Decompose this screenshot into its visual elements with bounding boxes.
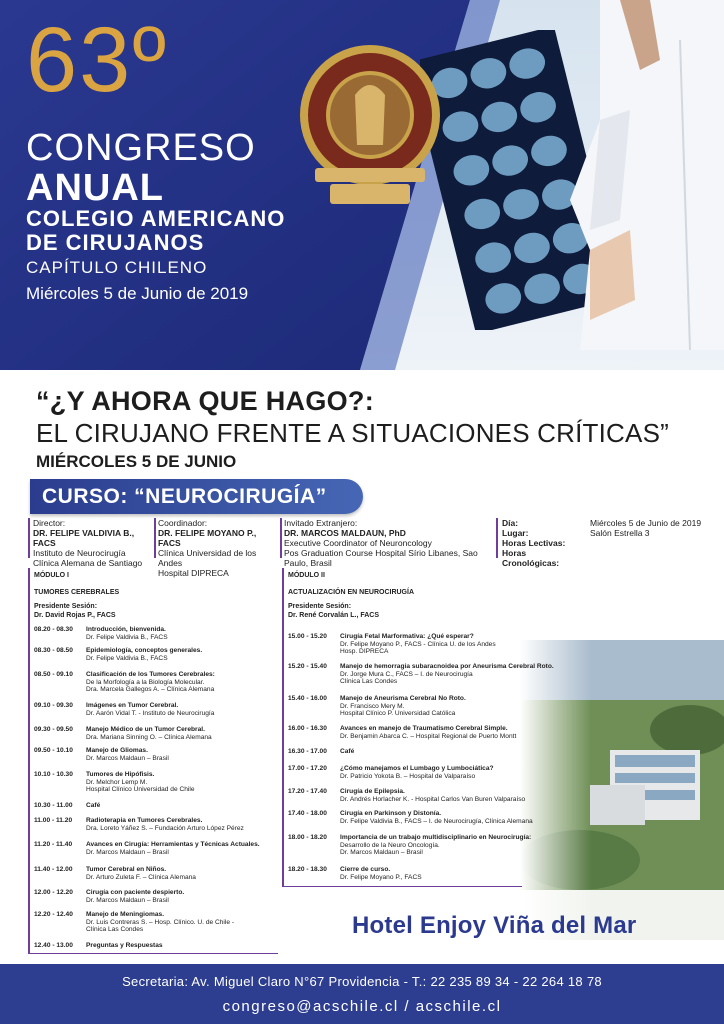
info-divider	[28, 518, 30, 558]
schedule-title: Avances en Cirugía: Herramientas y Técnicas Actuales.	[86, 841, 260, 848]
schedule-title: Manejo de hemorragia subaracnoidea por Aneurisma Cerebral Roto.	[340, 663, 554, 670]
schedule-content	[86, 911, 311, 934]
director-role: Director:	[33, 518, 66, 528]
director-name: DR. FELIPE VALDIVIA B., FACS	[33, 528, 135, 548]
schedule-detail: Dr. Marcos Maldaun – Brasil	[86, 848, 169, 856]
meta-labels	[502, 518, 582, 568]
schedule-content	[340, 834, 565, 857]
director-block	[33, 518, 153, 568]
header-date: Miércoles 5 de Junio de 2019	[26, 284, 249, 303]
congress-number: 63º	[26, 9, 168, 111]
guest-name: DR. MARCOS MALDAUN, PhD	[284, 528, 406, 538]
schedule-title: Manejo Médico de un Tumor Cerebral.	[86, 726, 205, 733]
schedule-title: Clasificación de los Tumores Cerebrales:	[86, 671, 215, 678]
director-inst2: Clínica Alemana de Santiago	[33, 558, 143, 568]
footer-contact[interactable]: congreso@acschile.cl / acschile.cl	[222, 998, 502, 1015]
coordinator-block	[158, 518, 278, 578]
schedule-time: 16.30 - 17.00	[288, 748, 327, 755]
guest-inst1: Executive Coordinator of Neuroncology	[284, 538, 432, 548]
info-divider	[280, 518, 282, 558]
coordinator-role: Coordinador:	[158, 518, 208, 528]
schedule-time: 12.20 - 12.40	[34, 911, 73, 918]
schedule-detail: Dr. Felipe Moyano P., FACS	[340, 873, 422, 881]
schedule-title: Epidemiología, conceptos generales.	[86, 647, 203, 654]
schedule-detail: Dr. Felipe Moyano P., FACS - Clínica U. de los Andes	[340, 640, 496, 648]
schedule-content	[86, 771, 311, 794]
module2-rule	[282, 568, 284, 886]
acs-seal-icon	[295, 40, 445, 210]
event-title-line2: EL CIRUJANO FRENTE A SITUACIONES CRÍTICAS”	[36, 418, 669, 448]
schedule-title: ¿Cómo manejamos el Lumbago y Lumbociática?	[340, 765, 494, 772]
schedule-content	[340, 725, 565, 740]
schedule-time: 09.50 - 10.10	[34, 747, 73, 754]
schedule-content	[86, 802, 311, 810]
schedule-title: Avances en manejo de Traumatismo Cerebral Simple.	[340, 725, 508, 732]
schedule-detail: Hosp. DIPRECA	[340, 648, 389, 656]
schedule-detail: Dr. Marcos Maldaun – Brasil	[86, 754, 169, 762]
schedule-content	[86, 647, 311, 662]
schedule-content	[340, 695, 565, 718]
header-banner	[0, 0, 724, 370]
hotel-name: Hotel Enjoy Viña del Mar	[352, 912, 637, 939]
module1-chair: Dr. David Rojas P., FACS	[34, 611, 116, 619]
schedule-time: 18.20 - 18.30	[288, 866, 327, 873]
schedule-detail: Dr. Jorge Mura C., FACS – I. de Neurocirugía	[340, 670, 473, 678]
lugar-label: Lugar:	[502, 528, 529, 538]
schedule-time: 15.20 - 15.40	[288, 663, 327, 670]
schedule-content	[86, 866, 311, 881]
schedule-title: Cirugía Fetal Marformativa: ¿Qué esperar?	[340, 633, 474, 640]
schedule-time: 11.20 - 11.40	[34, 841, 73, 848]
schedule-title: Introducción, bienvenida.	[86, 626, 166, 633]
coordinator-inst1: Clínica Universidad de los Andes	[158, 548, 257, 568]
schedule-content	[340, 788, 565, 803]
meta-values	[590, 518, 720, 538]
schedule-time: 15.40 - 16.00	[288, 695, 327, 702]
schedule-detail: Dr. Francisco Mery M.	[340, 702, 405, 710]
schedule-content	[86, 626, 311, 641]
guest-role: Invitado Extranjero:	[284, 518, 358, 528]
schedule-detail: Dra. Loreto Yáñez S. – Fundación Arturo López Pérez	[86, 824, 244, 832]
schedule-detail: Dr. Luis Contreras S. – Hosp. Clínico. U. de Chile -	[86, 918, 235, 926]
module1-bottom-rule	[28, 953, 278, 954]
schedule-title: Preguntas y Respuestas	[86, 942, 163, 949]
coordinator-inst2: Hospital DIPRECA	[158, 568, 229, 578]
module2-header	[288, 572, 528, 620]
schedule-detail: Dr. Aarón Vidal T. - Instituto de Neurocirugía	[86, 709, 215, 717]
schedule-detail: Dra. Mariana Sinning O. – Clínica Alemana	[86, 733, 212, 741]
horas-label: Horas Lectivas:	[502, 538, 566, 548]
event-date-line: MIÉRCOLES 5 DE JUNIO	[36, 452, 237, 471]
guest-block	[284, 518, 494, 568]
schedule-title: Tumor Cerebral en Niños.	[86, 866, 167, 873]
schedule-content	[86, 747, 311, 762]
schedule-detail: Dr. Andrés Horlacher K. - Hospital Carlos Van Buren Valparaíso	[340, 795, 526, 803]
lugar-value: Salón Estrella 3	[590, 528, 650, 538]
event-title-line1: “¿Y AHORA QUE HAGO?:	[36, 386, 375, 416]
schedule-detail: Clínica Las Condes	[86, 926, 144, 934]
schedule-title: Manejo de Aneurisma Cerebral No Roto.	[340, 695, 466, 702]
schedule-time: 18.00 - 18.20	[288, 834, 327, 841]
schedule-content	[340, 633, 565, 656]
schedule-detail: Dr. Felipe Valdivia B., FACS	[86, 654, 168, 662]
header-congreso: CONGRESO	[26, 127, 256, 169]
module2-bottom-rule	[282, 886, 522, 887]
info-divider	[154, 518, 156, 558]
course-banner	[30, 479, 363, 514]
schedule-time: 15.00 - 15.20	[288, 633, 327, 640]
schedule-title: Manejo de Gliomas.	[86, 747, 148, 754]
schedule-title: Imágenes en Tumor Cerebral.	[86, 702, 179, 709]
schedule-time: 10.30 - 11.00	[34, 802, 73, 809]
course-label: CURSO: “NEUROCIRUGÍA”	[42, 485, 327, 508]
module2-chair-label: Presidente Sesión:	[288, 603, 352, 610]
schedule-title: Radioterapia en Tumores Cerebrales.	[86, 817, 203, 824]
schedule-content	[340, 810, 565, 825]
schedule-detail: Desarrollo de la Neuro Oncología.	[340, 841, 440, 849]
schedule-time: 08.50 - 09.10	[34, 671, 73, 678]
schedule-detail: Dr. Felipe Valdivia B., FACS – I. de Neurocirugía, Clínica Alemana	[340, 817, 533, 825]
schedule-time: 08.30 - 08.50	[34, 647, 73, 654]
schedule-content	[86, 702, 311, 717]
module1-rule	[28, 568, 30, 953]
footer-bar	[0, 964, 724, 1024]
schedule-detail: De la Morfología a la Biología Molecular.	[86, 678, 205, 686]
module1-chair-label: Presidente Sesión:	[34, 603, 98, 610]
schedule-content	[340, 748, 565, 756]
guest-inst2: Pos Graduation Course Hospital Sírio Libanes, Sao Paulo, Brasil	[284, 548, 478, 568]
header-capitulo: CAPÍTULO CHILENO	[26, 258, 208, 277]
schedule-content	[86, 889, 311, 904]
schedule-time: 12.00 - 12.20	[34, 889, 73, 896]
schedule-content	[340, 866, 565, 881]
schedule-title: Cirugía en Parkinson y Distonía.	[340, 810, 442, 817]
schedule-time: 17.00 - 17.20	[288, 765, 327, 772]
schedule-detail: Dr. Marcos Maldaun – Brasil	[86, 896, 169, 904]
schedule-title: Cirugía con paciente despierto.	[86, 889, 185, 896]
module2-topic: ACTUALIZACIÓN EN NEUROCIRUGÍA	[288, 588, 414, 596]
schedule-content	[86, 726, 311, 741]
schedule-title: Café	[340, 748, 355, 755]
header-anual: ANUAL	[26, 167, 164, 209]
schedule-time: 17.20 - 17.40	[288, 788, 327, 795]
schedule-title: Tumores de Hipófisis.	[86, 771, 155, 778]
schedule-content	[86, 841, 311, 856]
module1-header	[34, 572, 274, 620]
schedule-time: 17.40 - 18.00	[288, 810, 327, 817]
header-cirujanos: DE CIRUJANOS	[26, 230, 205, 255]
dia-value: Miércoles 5 de Junio de 2019	[590, 518, 702, 528]
schedule-detail: Dra. Marcela Gallegos A. – Clínica Alemana	[86, 686, 215, 694]
schedule-content	[86, 942, 311, 950]
header-colegio: COLEGIO AMERICANO	[26, 206, 286, 231]
schedule-detail: Hospital Clínico P. Universidad Católica	[340, 710, 456, 718]
schedule-title: Importancia de un trabajo multidisciplinario en Neurocirugía:	[340, 834, 532, 841]
schedule-time: 12.40 - 13.00	[34, 942, 73, 949]
doctor-illustration	[560, 0, 724, 350]
schedule-content	[86, 671, 311, 694]
schedule-time: 11.40 - 12.00	[34, 866, 73, 873]
schedule-content	[340, 663, 565, 686]
schedule-detail: Dr. Marcos Maldaun – Brasil	[340, 849, 423, 857]
schedule-time: 08.20 - 08.30	[34, 626, 73, 633]
schedule-time: 09.10 - 09.30	[34, 702, 73, 709]
module1-label: MÓDULO I	[34, 572, 69, 579]
schedule-time: 10.10 - 10.30	[34, 771, 73, 778]
schedule-time: 11.00 - 11.20	[34, 817, 73, 824]
schedule-title: Café	[86, 802, 101, 809]
schedule-time: 16.00 - 16.30	[288, 725, 327, 732]
schedule-detail: Dr. Arturo Zuleta F. – Clínica Alemana	[86, 873, 196, 881]
schedule-detail: Dr. Benjamin Abarca C. – Hospital Regional de Puerto Montt	[340, 732, 517, 740]
coordinator-name: DR. FELIPE MOYANO P., FACS	[158, 528, 257, 548]
schedule-title: Cierre de curso.	[340, 866, 391, 873]
schedule-detail: Dr. Melchor Lemp M.	[86, 778, 148, 786]
schedule-title: Cirugía de Epilepsia.	[340, 788, 405, 795]
info-divider	[496, 518, 498, 558]
schedule-content	[340, 765, 565, 780]
director-inst1: Instituto de Neurocirugía	[33, 548, 126, 558]
schedule-detail: Hospital Clínico Universidad de Chile	[86, 786, 195, 794]
horas-cr-label: Horas Cronológicas:	[502, 548, 560, 568]
schedule-detail: Dr. Patricio Yokota B. – Hospital de Valparaíso	[340, 772, 476, 780]
schedule-title: Manejo de Meningiomas.	[86, 911, 165, 918]
module2-chair: Dr. René Corvalán L., FACS	[288, 611, 380, 619]
schedule-content	[86, 817, 311, 832]
dia-label: Día:	[502, 518, 519, 528]
schedule-detail: Clínica Las Condes	[340, 678, 398, 686]
module1-topic: TUMORES CEREBRALES	[34, 588, 120, 596]
schedule-time: 09.30 - 09.50	[34, 726, 73, 733]
footer-secretaria: Secretaria: Av. Miguel Claro N°67 Providencia - T.: 22 235 89 34 - 22 264 18 78	[122, 974, 602, 989]
module2-label: MÓDULO II	[288, 572, 325, 579]
schedule-detail: Dr. Felipe Valdivia B., FACS	[86, 633, 168, 641]
